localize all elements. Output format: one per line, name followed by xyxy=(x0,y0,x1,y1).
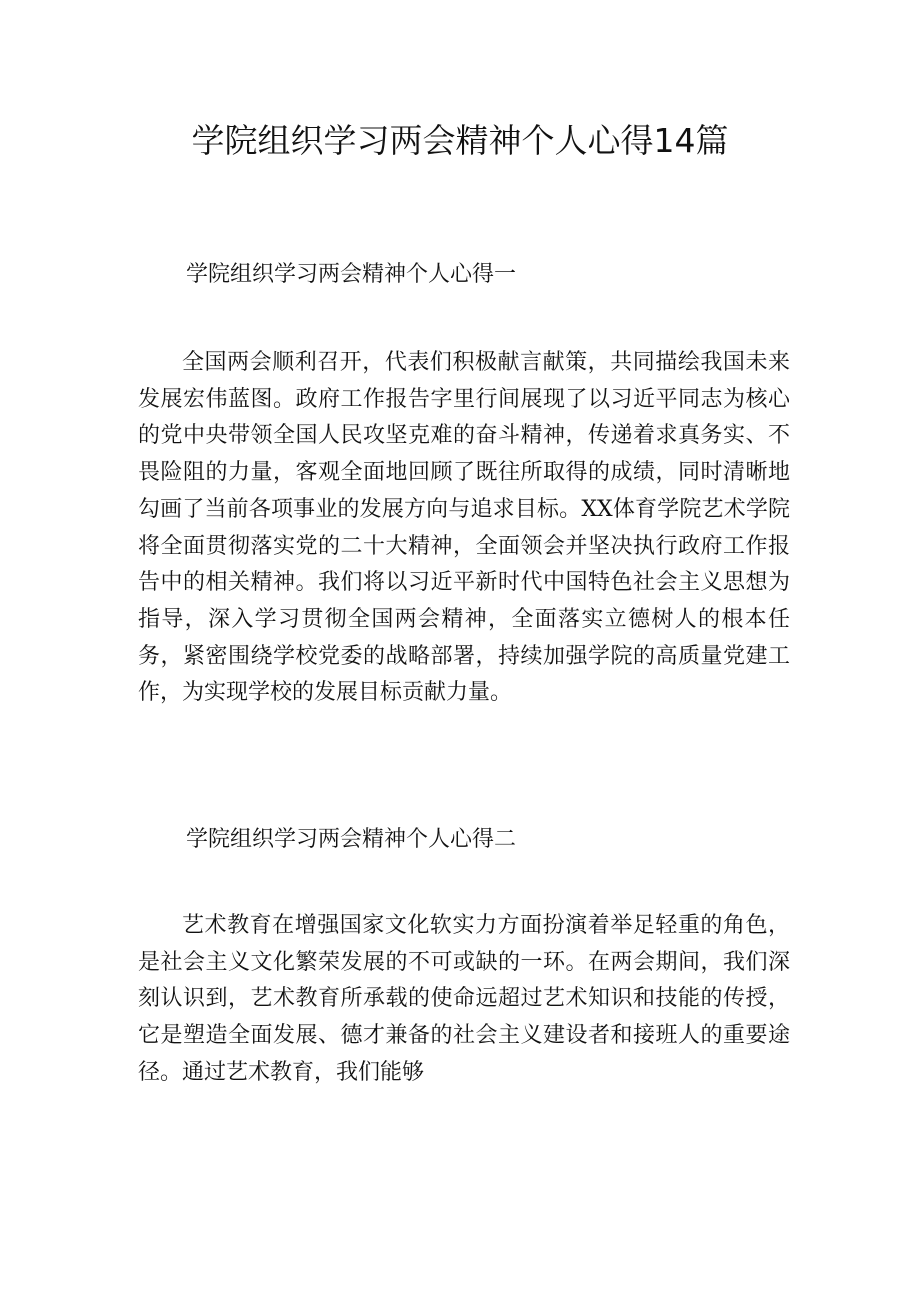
section-paragraph-2: 艺术教育在增强国家文化软实力方面扮演着举足轻重的角色，是社会主义文化繁荣发展的不可或缺的一环。在两会期间，我们深刻认识到，艺术教育所承载的使命远超过艺术知识和技能的传授，它是塑造全面发展、德才兼备的社会主义建设者和接班人的重要途径。通过艺术教育，我们能够 xyxy=(138,913,790,1085)
section-heading-1: 学院组织学习两会精神个人心得一 xyxy=(186,262,517,287)
section-paragraph-1: 全国两会顺利召开，代表们积极献言献策，共同描绘我国未来发展宏伟蓝图。政府工作报告字里行间展现了以习近平同志为核心的党中央带领全国人民攻坚克难的奋斗精神，传递着求真务实、不畏险阻的力量，客观全面地回顾了既往所取得的成绩，同时清晰地勾画了当前各项事业的发展方向与追求目标。XX体育学院艺术学院将全面贯彻落实党的二十大精神，全面领会并坚决执行政府工作报告中的相关精神。我们将以习近平新时代中国特色社会主义思想为指导，深入学习贯彻全国两会精神，全面落实立德树人的根本任务，紧密围绕学校党委的战略部署，持续加强学院的高质量党建工作，为实现学校的发展目标贡献力量。 xyxy=(138,350,790,706)
document-title: 学院组织学习两会精神个人心得14篇 xyxy=(191,121,729,160)
section-heading-2: 学院组织学习两会精神个人心得二 xyxy=(186,827,517,852)
